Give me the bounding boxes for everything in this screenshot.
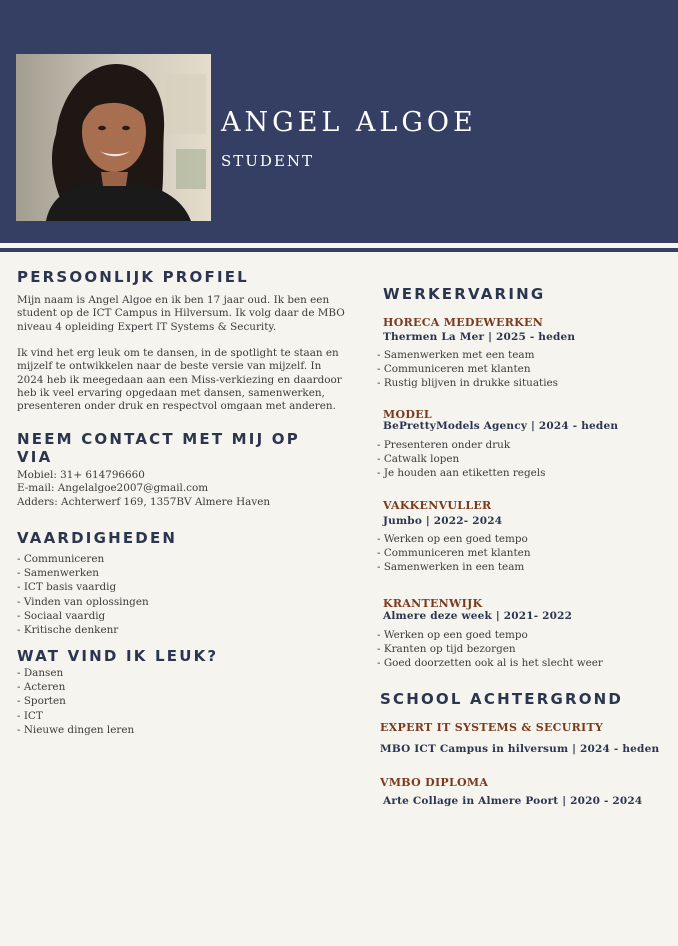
job-duties: [377, 438, 545, 481]
contact-phone[interactable]: Mobiel: 31+ 614796660: [17, 469, 145, 481]
skill-item: - Kritische denkenr: [17, 624, 119, 637]
candidate-role: STUDENT: [221, 152, 315, 170]
skills-list: [17, 552, 149, 637]
job-duty: - Catwalk lopen: [377, 453, 460, 466]
profile-text: [17, 294, 345, 414]
job-title: KRANTENWIJK: [383, 597, 483, 610]
job-title: VAKKENVULLER: [383, 499, 492, 512]
job-duty: - Communiceren met klanten: [377, 363, 531, 376]
skill-item: - Vinden van oplossingen: [17, 595, 149, 608]
school-subtitle: MBO ICT Campus in hilversum | 2024 - heden: [380, 743, 660, 755]
profile-line: mijzelf te ontwikkelen naar de beste versie van mijzelf. In: [17, 360, 322, 373]
profile-line: student op de ICT Campus in Hilversum. Ik volg daar de MBO: [17, 307, 345, 320]
job-duty: - Kranten op tijd bezorgen: [377, 643, 516, 656]
job-duty: - Rustig blijven in drukke situaties: [377, 377, 559, 390]
like-item: - Dansen: [17, 667, 64, 679]
profile-line: Ik vind het erg leuk om te dansen, in de spotlight te staan en: [17, 347, 339, 360]
job-title: MODEL: [383, 408, 432, 421]
job-duty: - Werken op een goed tempo: [377, 533, 528, 545]
job-subtitle: Jumbo | 2022- 2024: [383, 515, 503, 527]
likes-list: [17, 666, 134, 737]
job-duties: [377, 532, 531, 575]
profile-line: presenteren onder druk en respectvol omgaan met anderen.: [17, 400, 336, 413]
school-title: EXPERT IT SYSTEMS & SECURITY: [380, 721, 604, 734]
profile-line: 2024 heb ik meegedaan aan een Miss-verkiezing en daardoor: [17, 373, 342, 386]
job-subtitle: BePrettyModels Agency | 2024 - heden: [383, 420, 619, 432]
job-duty: - Je houden aan etiketten regels: [377, 467, 546, 480]
profile-photo: [16, 54, 211, 221]
work-section-title: WERKERVARING: [383, 285, 546, 303]
job-title: HORECA MEDEWERKEN: [383, 316, 544, 329]
skill-item: - ICT basis vaardig: [17, 581, 117, 594]
job-duty: - Samenwerken met een team: [377, 349, 535, 361]
job-duty: - Samenwerken in een team: [377, 561, 525, 574]
skill-item: - Communiceren: [17, 553, 105, 565]
likes-section-title: WAT VIND IK LEUK?: [17, 647, 219, 665]
job-duties: [377, 348, 558, 391]
contact-title-line: VIA: [17, 448, 53, 466]
profile-section-title: PERSOONLIJK PROFIEL: [17, 268, 249, 286]
like-item: - Sporten: [17, 695, 66, 708]
skill-item: - Sociaal vaardig: [17, 609, 106, 622]
job-duty: - Goed doorzetten ook al is het slecht weer: [377, 657, 603, 670]
contact-email[interactable]: E-mail: Angelalgoe2007@gmail.com: [17, 482, 209, 495]
skill-item: - Samenwerken: [17, 567, 99, 580]
job-duty: - Communiceren met klanten: [377, 547, 531, 560]
contact-address: Adders: Achterwerf 169, 1357BV Almere Haven: [17, 495, 271, 508]
job-duty: - Werken op een goed tempo: [377, 629, 528, 641]
contact-title-line: NEEM CONTACT MET MIJ OP: [17, 430, 300, 448]
job-duty: - Presenteren onder druk: [377, 439, 511, 451]
job-subtitle: Thermen La Mer | 2025 - heden: [383, 331, 576, 343]
job-subtitle: Almere deze week | 2021- 2022: [383, 610, 573, 622]
like-item: - Acteren: [17, 681, 66, 694]
school-section-title: SCHOOL ACHTERGROND: [380, 690, 624, 708]
like-item: - Nieuwe dingen leren: [17, 723, 135, 736]
job-duties: [377, 628, 603, 671]
profile-line: Mijn naam is Angel Algoe en ik ben 17 jaar oud. Ik ben een: [17, 294, 330, 306]
school-subtitle: Arte Collage in Almere Poort | 2020 - 2024: [383, 795, 643, 807]
contact-section-title: [17, 430, 300, 466]
school-title: VMBO DIPLOMA: [380, 776, 489, 789]
profile-line: niveau 4 opleiding Expert IT Systems & Security.: [17, 320, 277, 333]
header-divider-dark: [0, 248, 678, 252]
candidate-name: ANGEL ALGOE: [221, 107, 477, 138]
contact-details: [17, 469, 270, 509]
skills-section-title: VAARDIGHEDEN: [17, 529, 178, 547]
profile-photo-illustration: [16, 54, 211, 221]
profile-line: [17, 334, 345, 347]
like-item: - ICT: [17, 709, 43, 722]
profile-line: heb ik veel ervaring opgedaan met dansen, samenwerken,: [17, 387, 325, 400]
